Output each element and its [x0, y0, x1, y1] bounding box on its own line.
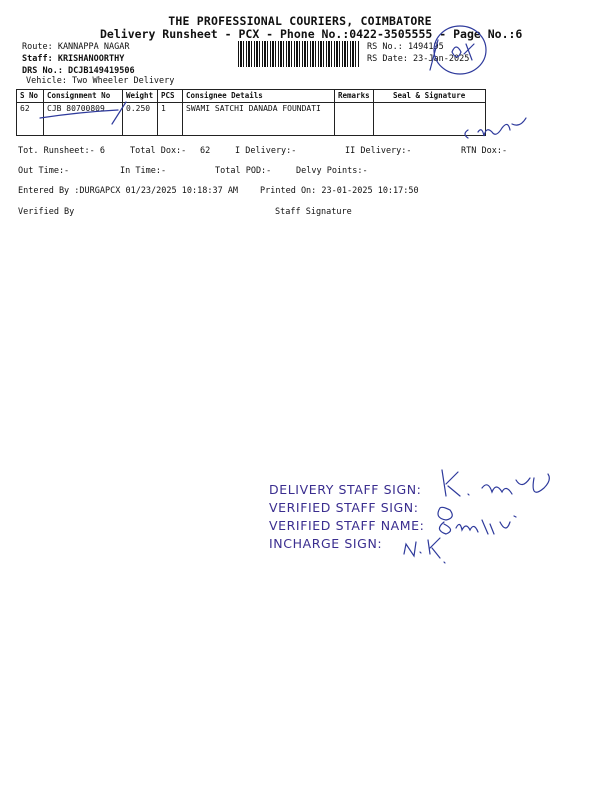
total-dox-value: 62 — [200, 146, 211, 156]
col-sno: S No — [17, 90, 44, 103]
col-consignment: Consignment No — [44, 90, 123, 103]
col-seal: Seal & Signature — [373, 90, 485, 103]
stamp-incharge-sign: INCHARGE SIGN: — [269, 536, 383, 551]
verified-staff-signature — [438, 507, 452, 520]
stroke-mark — [430, 40, 438, 70]
i-delivery: I Delivery:- — [235, 146, 297, 156]
company-title: THE PROFESSIONAL COURIERS, COIMBATORE — [168, 14, 432, 28]
cell-consignment: CJB 80700809 — [44, 103, 123, 136]
entered-by: Entered By :DURGAPCX 01/23/2025 10:18:37 AM — [18, 186, 239, 196]
col-weight: Weight — [123, 90, 158, 103]
runsheet-title: Delivery Runsheet - PCX - Phone No.:0422-3505555 - Page No.:6 — [100, 27, 523, 41]
total-pod: Total POD:- — [215, 166, 272, 176]
cell-weight: 0.250 — [123, 103, 158, 136]
stamp-verified-staff-name: VERIFIED STAFF NAME: — [269, 518, 425, 533]
cell-consignee: SWAMI SATCHI DANADA FOUNDATI — [183, 103, 335, 136]
staff-info: Staff: KRISHANOORTHY — [22, 54, 125, 64]
delvy-points: Delvy Points:- — [296, 166, 368, 176]
staff-signature-label: Staff Signature — [275, 207, 352, 217]
stamp-verified-staff-sign: VERIFIED STAFF SIGN: — [269, 500, 419, 515]
vehicle-info: Vehicle: Two Wheeler Delivery — [26, 76, 175, 86]
seal-signature-mark — [465, 118, 526, 138]
drs-number: DRS No.: DCJB149419506 — [22, 66, 135, 76]
delivery-staff-signature — [442, 470, 549, 496]
out-time: Out Time:- — [18, 166, 70, 176]
col-pcs: PCS — [158, 90, 183, 103]
rs-number: RS No.: 1494195 — [367, 42, 444, 52]
rs-date: RS Date: 23-Jan-2025 — [367, 54, 470, 64]
printed-on: Printed On: 23-01-2025 10:17:50 — [260, 186, 419, 196]
cell-sno: 62 — [17, 103, 44, 136]
incharge-signature — [404, 538, 445, 563]
col-consignee: Consignee Details — [183, 90, 335, 103]
verified-by: Verified By — [18, 207, 75, 217]
ii-delivery: II Delivery:- — [345, 146, 412, 156]
consignment-tick-mark — [40, 102, 126, 124]
total-dox: Total Dox:- — [130, 146, 187, 156]
ok-scribble-mark — [452, 44, 474, 60]
tot-runsheet: Tot. Runsheet:- 6 — [18, 146, 105, 156]
in-time: In Time:- — [120, 166, 167, 176]
route-info: Route: KANNAPPA NAGAR — [22, 42, 130, 52]
col-remarks: Remarks — [335, 90, 374, 103]
rtn-dox: RTN Dox:- — [461, 146, 508, 156]
stamp-delivery-staff-sign: DELIVERY STAFF SIGN: — [269, 482, 422, 497]
cell-pcs: 1 — [158, 103, 183, 136]
